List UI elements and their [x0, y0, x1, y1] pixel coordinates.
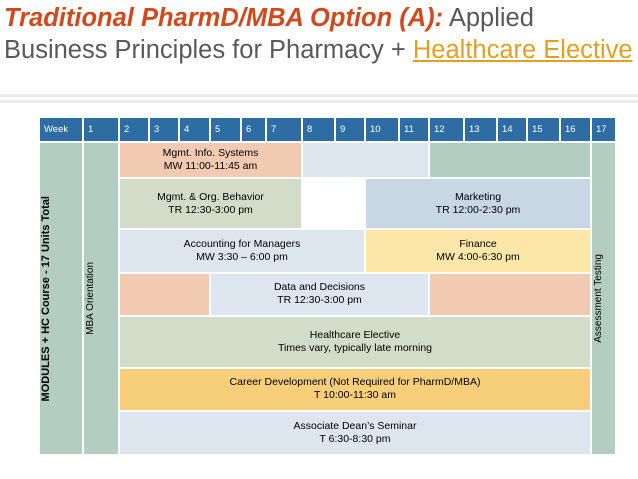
mba-orientation-label: MBA Orientation	[85, 262, 96, 336]
course-time: TR 12:00-2:30 pm	[435, 203, 521, 216]
assessment-testing-label: Assessment Testing	[593, 254, 604, 344]
empty-block	[429, 142, 591, 178]
week-5: 5	[210, 117, 241, 142]
schedule-table	[38, 116, 617, 456]
modules-label-cell	[39, 142, 83, 455]
week-15: 15	[527, 117, 560, 142]
title-text: Applied Business Principles for Pharmacy +	[4, 4, 534, 64]
course-name: Associate Dean’s Seminar	[293, 419, 417, 432]
course-data-decisions	[210, 273, 429, 315]
course-healthcare-elective	[119, 316, 591, 369]
course-time: TR 12:30-3:00 pm	[277, 294, 362, 307]
course-time: T 6:30-8:30 pm	[319, 432, 391, 445]
empty-block	[302, 178, 365, 229]
empty-block	[429, 273, 591, 315]
course-finance	[365, 229, 591, 273]
week-label: Week	[39, 117, 83, 142]
course-time: MW 4:00-6:30 pm	[436, 251, 520, 264]
assessment-cell	[591, 142, 616, 455]
course-org-behavior	[119, 178, 302, 229]
course-marketing	[365, 178, 591, 229]
decor-stripe	[0, 94, 638, 97]
week-4: 4	[179, 117, 210, 142]
course-time: TR 12:30-3:00 pm	[168, 203, 253, 216]
course-time: T 10:00-11:30 am	[314, 389, 396, 402]
course-name: Finance	[459, 238, 497, 251]
week-8: 8	[302, 117, 335, 142]
week-7: 7	[266, 117, 302, 142]
week-10: 10	[365, 117, 399, 142]
course-name: Data and Decisions	[273, 281, 366, 294]
course-name: Accounting for Managers	[183, 238, 301, 251]
week-6: 6	[241, 117, 266, 142]
course-time: MW 3:30 – 6:00 pm	[196, 251, 288, 264]
week-17: 17	[591, 117, 616, 142]
course-name: Mgmt. Info. Systems	[162, 147, 259, 160]
course-time: Times vary, typically late morning	[277, 341, 433, 354]
course-name: Mgmt. & Org. Behavior	[157, 190, 264, 203]
week-14: 14	[497, 117, 527, 142]
slide-title	[4, 2, 634, 66]
week-header-row	[39, 117, 616, 142]
title-emphasis: Traditional PharmD/MBA Option (A):	[4, 4, 444, 32]
course-name: Career Development (Not Required for PharmD/MBA)	[229, 376, 481, 389]
title-link[interactable]: Healthcare Elective	[412, 36, 633, 64]
course-name: Healthcare Elective	[309, 328, 401, 341]
course-dean-seminar	[119, 411, 591, 455]
week-13: 13	[464, 117, 497, 142]
empty-block	[302, 142, 429, 178]
week-2: 2	[119, 117, 149, 142]
decor-stripe	[0, 100, 638, 103]
week-11: 11	[399, 117, 429, 142]
orientation-cell	[83, 142, 119, 455]
course-accounting	[119, 229, 365, 273]
week-1: 1	[83, 117, 119, 142]
modules-label: MODULES + HC Course - 17 Units Total	[40, 195, 52, 402]
empty-block	[119, 273, 210, 315]
week-9: 9	[335, 117, 365, 142]
week-16: 16	[560, 117, 591, 142]
course-time: MW 11:00-11:45 am	[163, 160, 258, 173]
week-12: 12	[429, 117, 464, 142]
course-career-development	[119, 368, 591, 410]
course-name: Marketing	[454, 190, 502, 203]
week-3: 3	[149, 117, 179, 142]
course-mis	[119, 142, 302, 178]
